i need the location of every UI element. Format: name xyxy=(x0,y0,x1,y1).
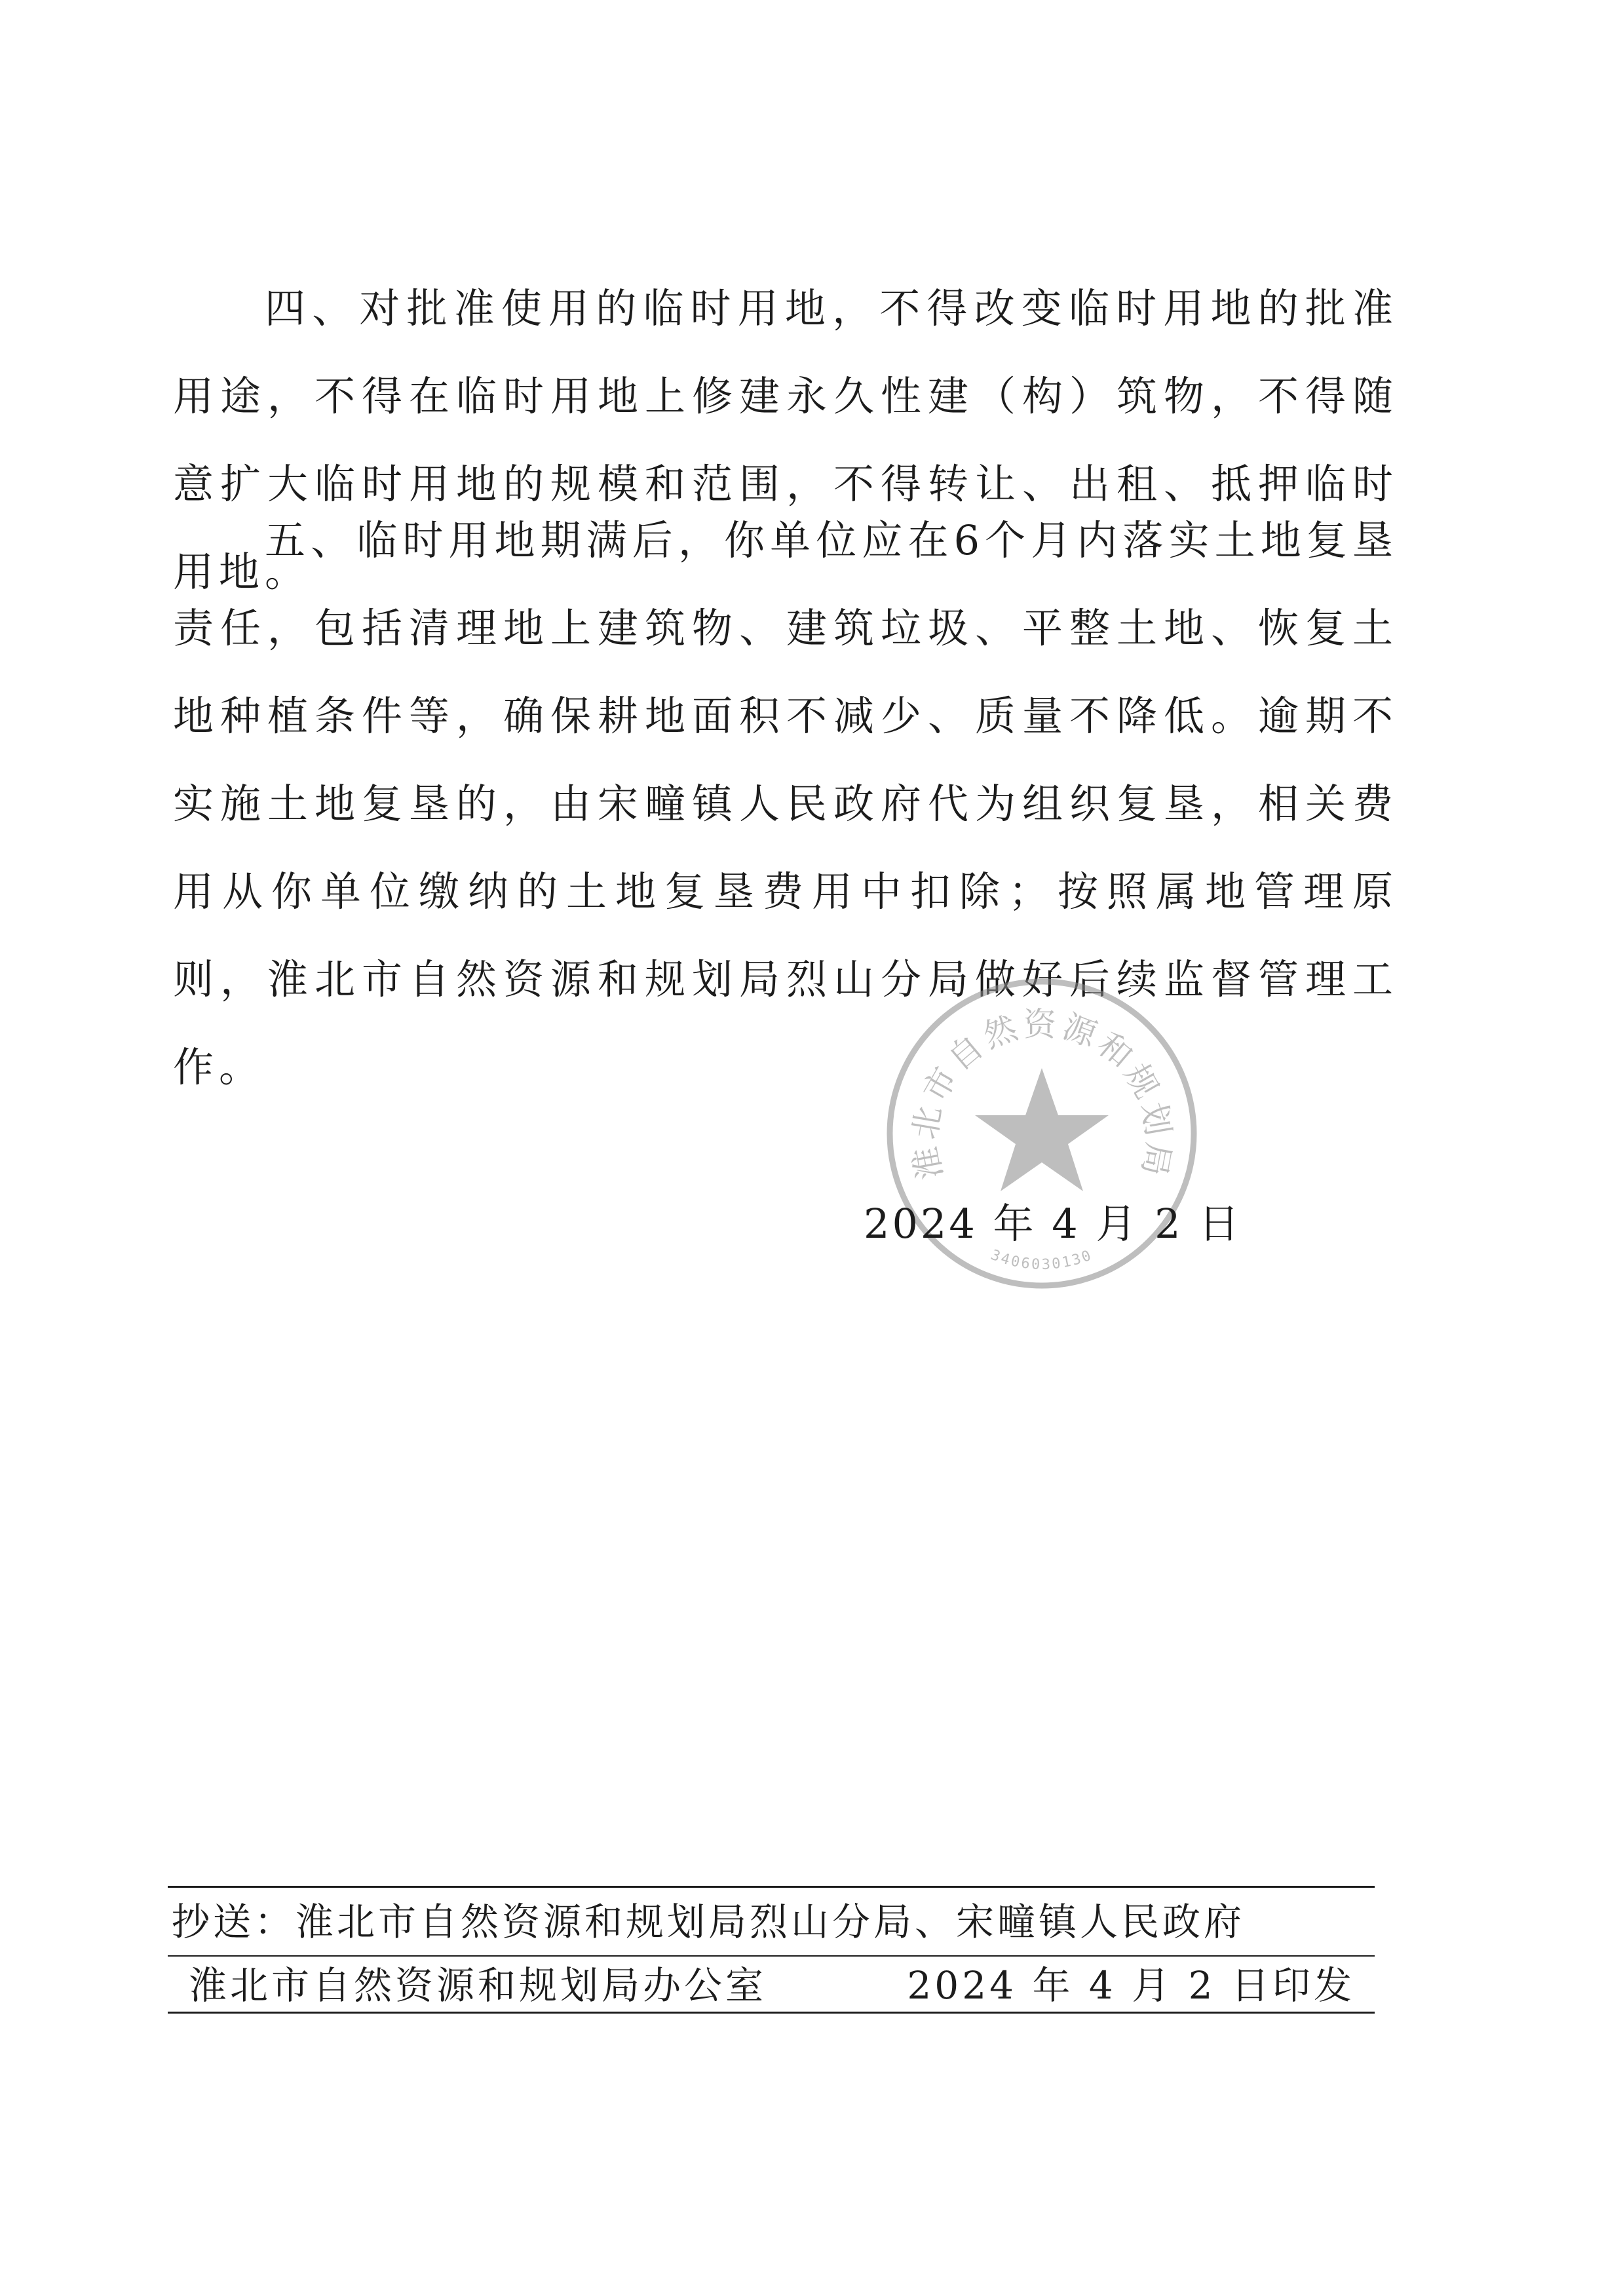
seal-code: 3406030130 xyxy=(988,1246,1096,1273)
seal-text: 淮北市自然资源和规划局 xyxy=(906,1005,1178,1183)
footer-rule-top xyxy=(168,1886,1375,1888)
paragraph-four: 四、对批准使用的临时用地，不得改变临时用地的批准用途，不得在临时用地上修建永久性建（构）筑物，不得随意扩大临时用地的规模和范围，不得转让、出租、抵押临时用地。 xyxy=(173,284,1398,596)
paragraph-five: 五、临时用地期满后，你单位应在6个月内落实土地复垦责任，包括清理地上建筑物、建筑垃圾、平整土地、恢复土地种植条件等，确保耕地面积不减少、质量不降低。逾期不实施土地复垦的，由宋疃镇人民政府代为组织复垦，相关费用从你单位缴纳的土地复垦费用中扣除；按照属地管理原则，淮北市自然资源和规划局烈山分局做好后续监督管理工作。 xyxy=(173,516,1398,1091)
cc-line: 抄送：淮北市自然资源和规划局烈山分局、宋疃镇人民政府 xyxy=(172,1900,1246,1944)
footer-rule-bottom xyxy=(168,2012,1375,2014)
svg-text:3406030130 xyxy=(989,1247,1096,1273)
issue-date: 2024 年 4 月 2 日印发 xyxy=(907,1963,1355,2008)
footer-rule-middle xyxy=(168,1955,1375,1957)
signature-date: 2024 年 4 月 2 日 xyxy=(864,1200,1242,1248)
issuing-office: 淮北市自然资源和规划局办公室 xyxy=(189,1963,767,2008)
